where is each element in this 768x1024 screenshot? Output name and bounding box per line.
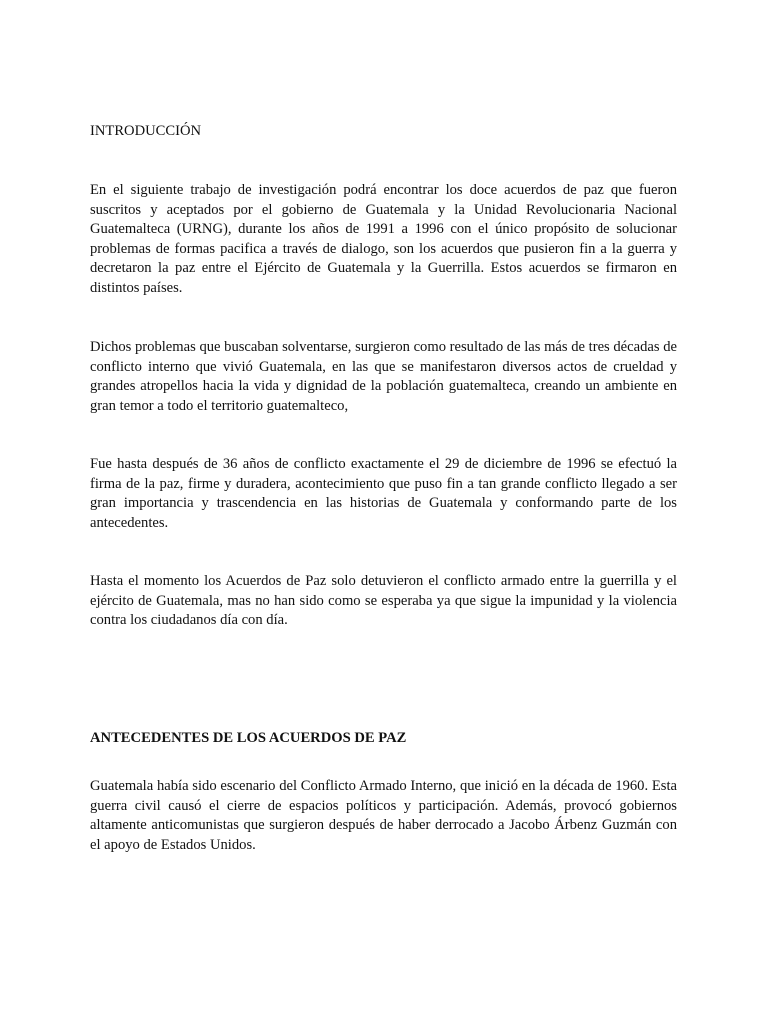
intro-heading: INTRODUCCIÓN [90,123,202,139]
intro-paragraph-3: Fue hasta después de 36 años de conflicto exactamente el 29 de diciembre de 1996 se efectuó la firma de la paz, firme y duradera, acontecimiento que puso fin a tan grande conflicto llegado a ser gran importancia y trascendencia en las historias de Guatemala y conformando parte de los antecedentes. [90,456,677,531]
antecedentes-heading: ANTECEDENTES DE LOS ACUERDOS DE PAZ [90,730,407,746]
antecedentes-paragraph: Guatemala había sido escenario del Conflicto Armado Interno, que inició en la década de 1960. Esta guerra civil causó el cierre de espacios políticos y participación. Además, provocó gobiernos altamente anticomunistas que surgieron después de haber derrocado a Jacobo Árbenz Guzmán con el apoyo de Estados Unidos. [90,778,677,853]
intro-paragraph-4: Hasta el momento los Acuerdos de Paz solo detuvieron el conflicto armado entre la guerrilla y el ejército de Guatemala, mas no han sido como se esperaba ya que sigue la impunidad y la violencia contra los ciudadanos día con día. [90,573,677,629]
intro-paragraph-1: En el siguiente trabajo de investigación podrá encontrar los doce acuerdos de paz que fueron suscritos y aceptados por el gobierno de Guatemala y la Unidad Revolucionaria Nacional Guatemalteca (URNG), durante los años de 1991 a 1996 con el único propósito de solucionar problemas de formas pacifica a través de dialogo, son los acuerdos que pusieron fin a la guerra y decretaron la paz entre el Ejército de Guatemala y la Guerrilla. Estos acuerdos se firmaron en distintos países. [90,182,677,296]
intro-paragraph-2: Dichos problemas que buscaban solventarse, surgieron como resultado de las más de tres décadas de conflicto interno que vivió Guatemala, en las que se manifestaron diversos actos de crueldad y grandes atropellos hacia la vida y dignidad de la población guatemalteca, creando un ambiente en gran temor a todo el territorio guatemalteco, [90,339,677,414]
